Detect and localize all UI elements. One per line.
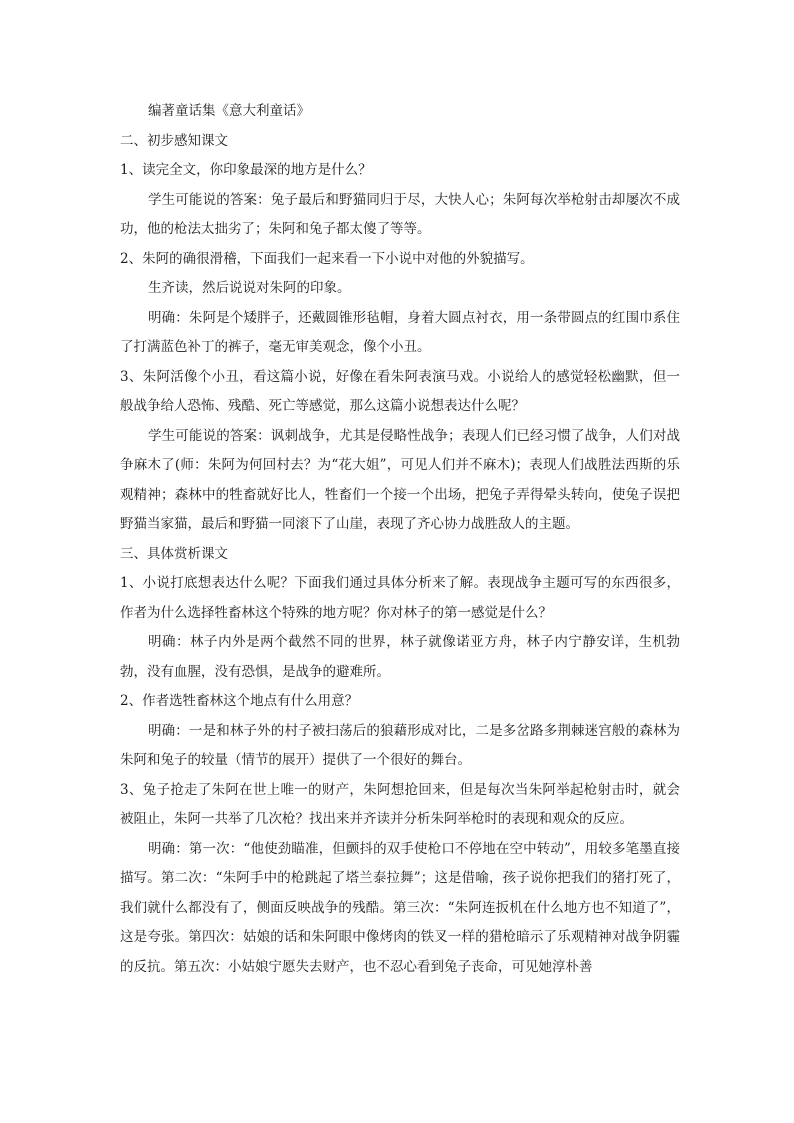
series-note: 编著童话集《意大利童话》 [148,103,310,119]
question-3: 3、朱阿活像个小丑，看这篇小说，好像在看朱阿表演马戏。小说给人的感觉轻松幽默，但一般战争给人恐怖、残酷、死亡等感觉，那么这篇小说想表达什么呢？ [120,368,680,414]
question-1: 1、读完全文，你印象最深的地方是什么？ [120,162,372,178]
analysis-question-1: 1、小说打底想表达什么呢？下面我们通过具体分析来了解。表现战争主题可写的东西很多，作者为什么选择牲畜林这个特殊的地方呢？你对林子的第一感觉是什么？ [120,575,680,621]
answer-3: 学生可能说的答案：讽刺战争，尤其是侵略性战争；表现人们已经习惯了战争，人们对战争麻木了(师：朱阿为何回村去？为“花大姐”，可见人们并不麻木)；表现人们战胜法西斯的乐观精神；森林中的牲畜就好比人，牲畜们一个接一个出场，把兔子弄得晕头转向，使兔子误把野猫当家猫，最后和野猫一同滚下了山崖，表现了齐心协力战胜敌人的主题。 [120,427,680,532]
section-heading-detailed-analysis: 三、具体赏析课文 [120,545,228,562]
answer-1: 学生可能说的答案：兔子最后和野猫同归于尽，大快人心；朱阿每次举枪射击却屡次不成功，他的枪法太拙劣了；朱阿和兔子都太傻了等等。 [120,191,680,237]
analysis-answer-3: 明确：第一次：“他使劲瞄准，但颤抖的双手使枪口不停地在空中转动”，用较多笔墨直接描写。第二次：“朱阿手中的枪跳起了塔兰泰拉舞”；这是借喻，孩子说你把我们的猪打死了，我们就什么都没有了，侧面反映战争的残酷。第三次：“朱阿连扳机在什么地方也不知道了”，这是夸张。第四次：姑娘的话和朱阿眼中像烤肉的铁叉一样的猎枪暗示了乐观精神对战争阴霾的反抗。第五次：小姑娘宁愿失去财产，也不忍心看到兔子丧命，可见她淳朴善 [120,840,680,975]
question-2: 2、朱阿的确很滑稽，下面我们一起来看一下小说中对他的外貌描写。 [120,250,534,267]
section-heading-initial-reading: 二、初步感知课文 [120,132,228,149]
analysis-answer-2: 明确：一是和林子外的村子被扫荡后的狼藉形成对比，二是多岔路多荆棘迷宫般的森林为朱阿和兔子的较量（情节的展开）提供了一个很好的舞台。 [120,722,680,768]
instruction-read-aloud: 生齐读，然后说说对朱阿的印象。 [148,280,351,296]
analysis-answer-1: 明确：林子内外是两个截然不同的世界，林子就像诺亚方舟，林子内宁静安详，生机勃勃，没有血腥，没有恐惧，是战争的避难所。 [120,634,680,680]
document-body [120,97,680,982]
analysis-question-2: 2、作者选牲畜林这个地点有什么用意？ [120,693,359,709]
analysis-question-3: 3、兔子抢走了朱阿在世上唯一的财产，朱阿想抢回来，但是每次当朱阿举起枪射击时，就会被阻止，朱阿一共举了几次枪？找出来并齐读并分析朱阿举枪时的表现和观众的反应。 [120,781,680,827]
answer-2: 明确：朱阿是个矮胖子，还戴圆锥形毡帽，身着大圆点衬衣，用一条带圆点的红围巾系住了打满蓝色补丁的裤子，毫无审美观念，像个小丑。 [120,309,680,355]
